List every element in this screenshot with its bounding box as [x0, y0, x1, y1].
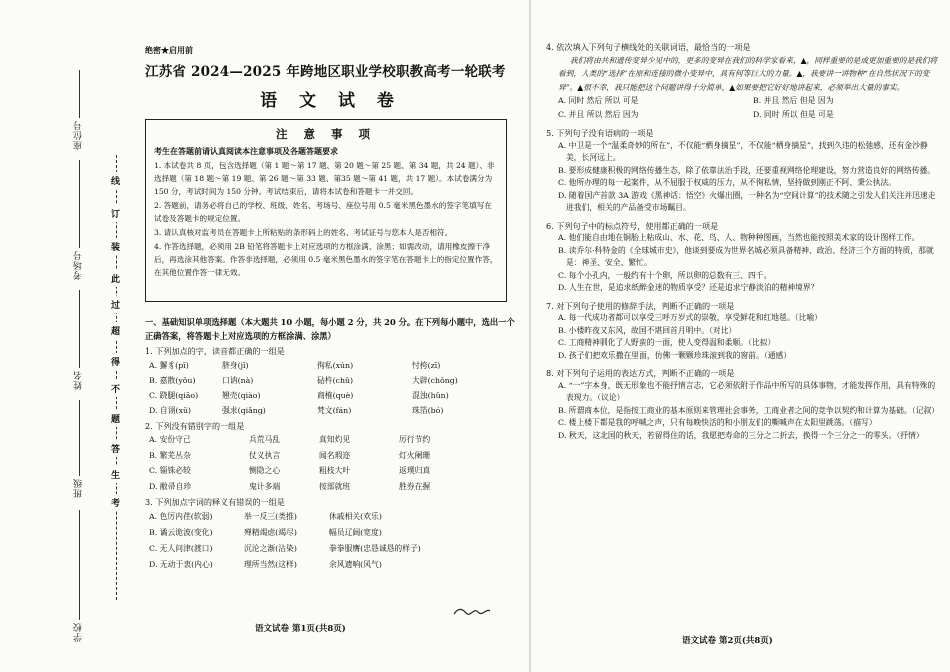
question-2-stem: 2. 下列没有错别字的一组是 — [145, 420, 245, 431]
exam-title: 江苏省 2024—2025 年跨地区职业学校职教高考一轮联考 — [145, 64, 506, 80]
option-d: D. 随着国产首款 3A 游戏《黑神话：悟空》火爆出圈，一种名为“空间计算”的技术随之引发人们关注并迅速走进我们，相关的产品备受市场瞩目。 — [558, 190, 936, 212]
question-2-options — [145, 432, 517, 494]
option-cell: C. 锱铢必较 — [149, 466, 191, 475]
page-1 — [145, 45, 517, 573]
option-cell: C. 无人问津(渡口) — [149, 543, 213, 553]
option-cell: 珠箔(bó) — [412, 405, 444, 415]
option-c: C. 并且 所以 然后 因为 — [558, 110, 639, 119]
question-4-passage: 我们将由共和遗传变异少见中的，更多的变异在我们的科学家看来，▲，同样重要的是成更加重要的是我们将看到，人类的“选择”在原和连接的微小变异中，具有何等巨大的力量。▲，我要讲一讲物种“在自然状况下的变异”。▲很不幸，我只能把这个问题讲得十分简单，▲如果要把它好好地讲起来，必须举出大量的事实。 — [558, 55, 938, 92]
option-cell: 仗义执言 — [249, 450, 281, 460]
binding-char: 不 — [111, 380, 120, 397]
option-cell: 休戚相关(欢乐) — [329, 511, 382, 521]
page-2-footer: 语文试卷 第2页(共8页) — [682, 636, 773, 646]
question-5-stem: 5. 下列句子没有语病的一项是 — [546, 128, 654, 138]
option-cell: A. 色厉内荏(软弱) — [149, 511, 213, 521]
subject-title: 语 文 试 卷 — [260, 91, 402, 111]
option-cell: D. 敝帚自珍 — [149, 481, 192, 491]
exam-room-line — [79, 160, 80, 248]
option-d: D. 同时 所以 但是 可是 — [753, 110, 834, 119]
option-c: C. 每个小孔内，一般约有十个卵，所以卵的总数有三、四千。 — [558, 270, 772, 280]
option-cell: 兵荒马乱 — [249, 435, 281, 444]
option-cell: 真知灼见 — [319, 435, 351, 444]
option-a: A. 同时 然后 所以 可是 — [558, 96, 639, 105]
option-cell: B. 谲云诡波(变化) — [149, 527, 213, 537]
option-cell: 商榷(què) — [317, 390, 354, 400]
option-cell: 拳拳服膺(忠恳诚恳的样子) — [329, 543, 421, 553]
question-7-stem: 7. 对下列句子使用的修辞手法，判断不正确的一项是 — [546, 300, 735, 311]
option-c: C. 工商精神驯化了人野蛮的一面，使人变得温和柔顺。（比拟） — [558, 338, 776, 347]
option-cell: 返璞归真 — [399, 466, 431, 475]
question-1-stem: 1. 下列加点的字，读音都正确的一组是 — [145, 346, 285, 356]
binding-char: 得 — [111, 353, 120, 370]
binding-strip — [0, 0, 130, 672]
question-4-options — [546, 94, 938, 122]
binding-char: 过 — [111, 296, 120, 313]
option-cell: 强求(qiǎng) — [222, 405, 266, 415]
option-cell: 砧杵(chǔ) — [317, 375, 354, 385]
option-cell: 举一反三(类推) — [244, 511, 297, 521]
option-a: A. 中卫是一个“温柔奇妙的所在”，不仅能“栖身摘星”，不仅能“栖身摘星”，找到久违的松弛感，还有金沙静美，长河远上。 — [558, 140, 928, 162]
option-cell: 粗枝大叶 — [319, 466, 351, 475]
question-3-stem: 3. 下列加点字词的释义有错误的一组是 — [145, 497, 285, 507]
option-cell: C. 跷腿(qiāo) — [149, 390, 199, 400]
option-cell: 口讷(nà) — [222, 375, 254, 385]
option-b: B. 并且 然后 但是 因为 — [753, 96, 834, 105]
seat-number-label: 座位号 — [74, 120, 84, 150]
exam-room-label: 考场号 — [74, 250, 84, 280]
question-1-options — [145, 358, 517, 418]
option-cell: 厉行节约 — [399, 435, 431, 444]
option-cell: B. 嘉散(yǒu) — [149, 375, 196, 385]
option-cell: 大辟(chǒng) — [412, 375, 458, 385]
question-8-stem: 8. 对下列句子运用的表达方式，判断不正确的一项是 — [546, 368, 735, 378]
binding-char: 装 — [111, 238, 120, 255]
name-line — [79, 290, 80, 368]
option-cell: 忖挎(zī) — [412, 360, 441, 370]
option-cell: 灯火阑珊 — [399, 450, 431, 460]
option-d: D. 秋天，这北国的秋天，若留得住的话，我愿把寿命的三分之二折去，换得一个三分之一的零头。（抒情） — [558, 430, 924, 440]
notice-title: 注 意 事 项 — [275, 127, 376, 141]
notice-item: 4. 作答选择题，必须用 2B 铅笔将答题卡上对应选项的方框涂满、涂黑；如需改动，请用橡皮擦干净后，再选涂其他答案。作答非选择题，必须用 0.5 毫米黑色墨水的签字笔在答题卡上的指定位置作答，在其他位置作答一律无效。 — [154, 242, 498, 277]
option-cell: D. 无动于衷(内心) — [149, 559, 213, 569]
option-cell: 混浊(hǔn) — [412, 390, 449, 400]
school-line — [79, 510, 80, 620]
class-label: 班级 — [74, 478, 84, 498]
option-cell: 胜券在握 — [399, 481, 431, 491]
option-cell: B. 繁芜丛杂 — [149, 450, 191, 460]
page-fold — [529, 0, 531, 672]
binding-char: 答 — [111, 440, 120, 457]
option-cell: D. 自诩(xǔ) — [149, 405, 192, 415]
page-1-footer: 语文试卷 第1页(共8页) — [255, 624, 346, 634]
option-b: B. 小楼昨夜又东风，故国不堪回首月明中。（对比） — [558, 325, 737, 335]
option-a: A. 每一代成功者都可以享受三呼万岁式的崇敬，享受鲜花和红地毯。（比喻） — [558, 313, 822, 322]
name-label: 姓名 — [74, 370, 84, 390]
class-line — [79, 400, 80, 476]
option-cell: 恻隐之心 — [249, 466, 281, 475]
option-cell: 鬼计多端 — [249, 481, 281, 491]
option-c: C. 他所办理的每一起案件，从不屈服于权威的压力，从不徇私情，坚持做到刚正不阿、秉公执法。 — [558, 178, 897, 187]
notice-item: 3. 请认真核对监考员在答题卡上所粘贴的条形码上的姓名、考试证号与您本人是否相符。 — [154, 228, 453, 237]
option-cell: 梵文(fán) — [317, 405, 352, 415]
binding-char: 考 — [111, 494, 120, 511]
pen-scribble — [452, 605, 492, 617]
option-a: A. “一”字本身，既无形象也不能抒情言志，它必须依附于作品中所写的具体事物，才能发挥作用，具有特殊的表现力。（议论） — [558, 380, 936, 402]
option-cell: 幅员辽阔(宽度) — [329, 527, 382, 537]
option-cell: 徇私(xún) — [317, 360, 354, 370]
notice-item: 1. 本试卷共 8 页，包含选择题（第 1 题～第 17 题、第 20 题～第 25 题、第 34 题，共 24 题）、非选择题（第 18 题～第 19 题、第 26 题～第 33 题、第35 题～第 41 题，共 17 题）。本试卷满分为 150 分，考试时间为 150 分钟。考试结束后，请将本试卷和答题卡一并交回。 — [154, 161, 495, 196]
notice-item: 2. 答题前，请务必将自己的学校、班级、姓名、考场号、座位号用 0.5 毫米黑色墨水的签字笔填写在试卷及答题卡的规定位置。 — [154, 201, 492, 223]
school-label: 学校 — [74, 622, 84, 642]
question-4-stem: 4. 依次填入下列句子横线处的关联词语，最恰当的一项是 — [546, 42, 751, 52]
question-3-options — [145, 509, 517, 573]
option-c: C. 楼上楼下都是我的呼喊之声，只有每晚快活的和小朋友们的嘶喊声在太阳里跳荡。（描写） — [558, 418, 877, 427]
option-cell: 殚精竭虑(竭尽) — [244, 527, 297, 537]
option-d: D. 孩子们把欢乐撒在里面，仿佛一颗颗珍珠滚到我的窗前。（通感） — [558, 350, 792, 360]
notice-intro: 考生在答题前请认真阅读本注意事项及各题答题要求 — [154, 146, 338, 156]
binding-char: 此 — [111, 270, 120, 287]
notice-box — [145, 119, 507, 302]
option-cell: 闻名瑕迩 — [319, 450, 351, 460]
confidential-mark: 绝密★启用前 — [145, 45, 193, 55]
binding-char: 生 — [111, 466, 120, 483]
section-1-heading: 一、基础知识单项选择题（本大题共 10 小题，每小题 2 分，共 20 分。在下列每小题中，选出一个正确答案，将答题卡上对应选项的方框涂满、涂黑） — [145, 317, 515, 341]
option-b: B. 读乔尔·科特金的《全球城市史》，他谈到要成为世界名城必须具备精神、政治、经济三个方面的特质，那就是：神圣、安全、繁忙。 — [558, 245, 934, 267]
option-b: B. 所谓商本位，是指按工商业的基本原则来管理社会事务，工商业者之间的竞争以契约和计算为基础。（记叙） — [558, 405, 940, 415]
page-2 — [546, 36, 938, 442]
question-6-stem: 6. 下列句子中的标点符号，使用都正确的一项是 — [546, 220, 719, 231]
option-cell: A. 獬豸(pī) — [149, 360, 189, 370]
option-cell: 按部就班 — [319, 481, 351, 491]
seat-number-line — [79, 70, 80, 118]
binding-char: 订 — [111, 205, 120, 222]
option-cell: 余风遗响(风气) — [329, 559, 382, 569]
option-cell: 沉沦之渐(沾染) — [244, 543, 297, 553]
binding-char: 超 — [111, 322, 120, 339]
binding-char: 线 — [111, 172, 120, 189]
option-d: D. 人生在世，是追求纸醉金迷的物质享受？还是追求宁静淡泊的精神境界？ — [558, 283, 819, 292]
option-cell: 理所当然(这样) — [244, 559, 297, 569]
option-cell: A. 安份守己 — [149, 435, 191, 444]
binding-char: 题 — [111, 410, 120, 427]
option-cell: 脐身(jī) — [222, 360, 249, 370]
option-cell: 翘壳(qiào) — [222, 390, 261, 400]
option-a: A. 他们能自由地在铜胎上粘成山、水、花、鸟、人、物种种图画，当然也能按照美术家的设计图样工作。 — [558, 233, 920, 242]
option-b: B. 要形成健康积极的网络传播生态，除了依靠法治手段，还要重视网络伦理建设，努力营造良好的网络传播。 — [558, 165, 936, 175]
